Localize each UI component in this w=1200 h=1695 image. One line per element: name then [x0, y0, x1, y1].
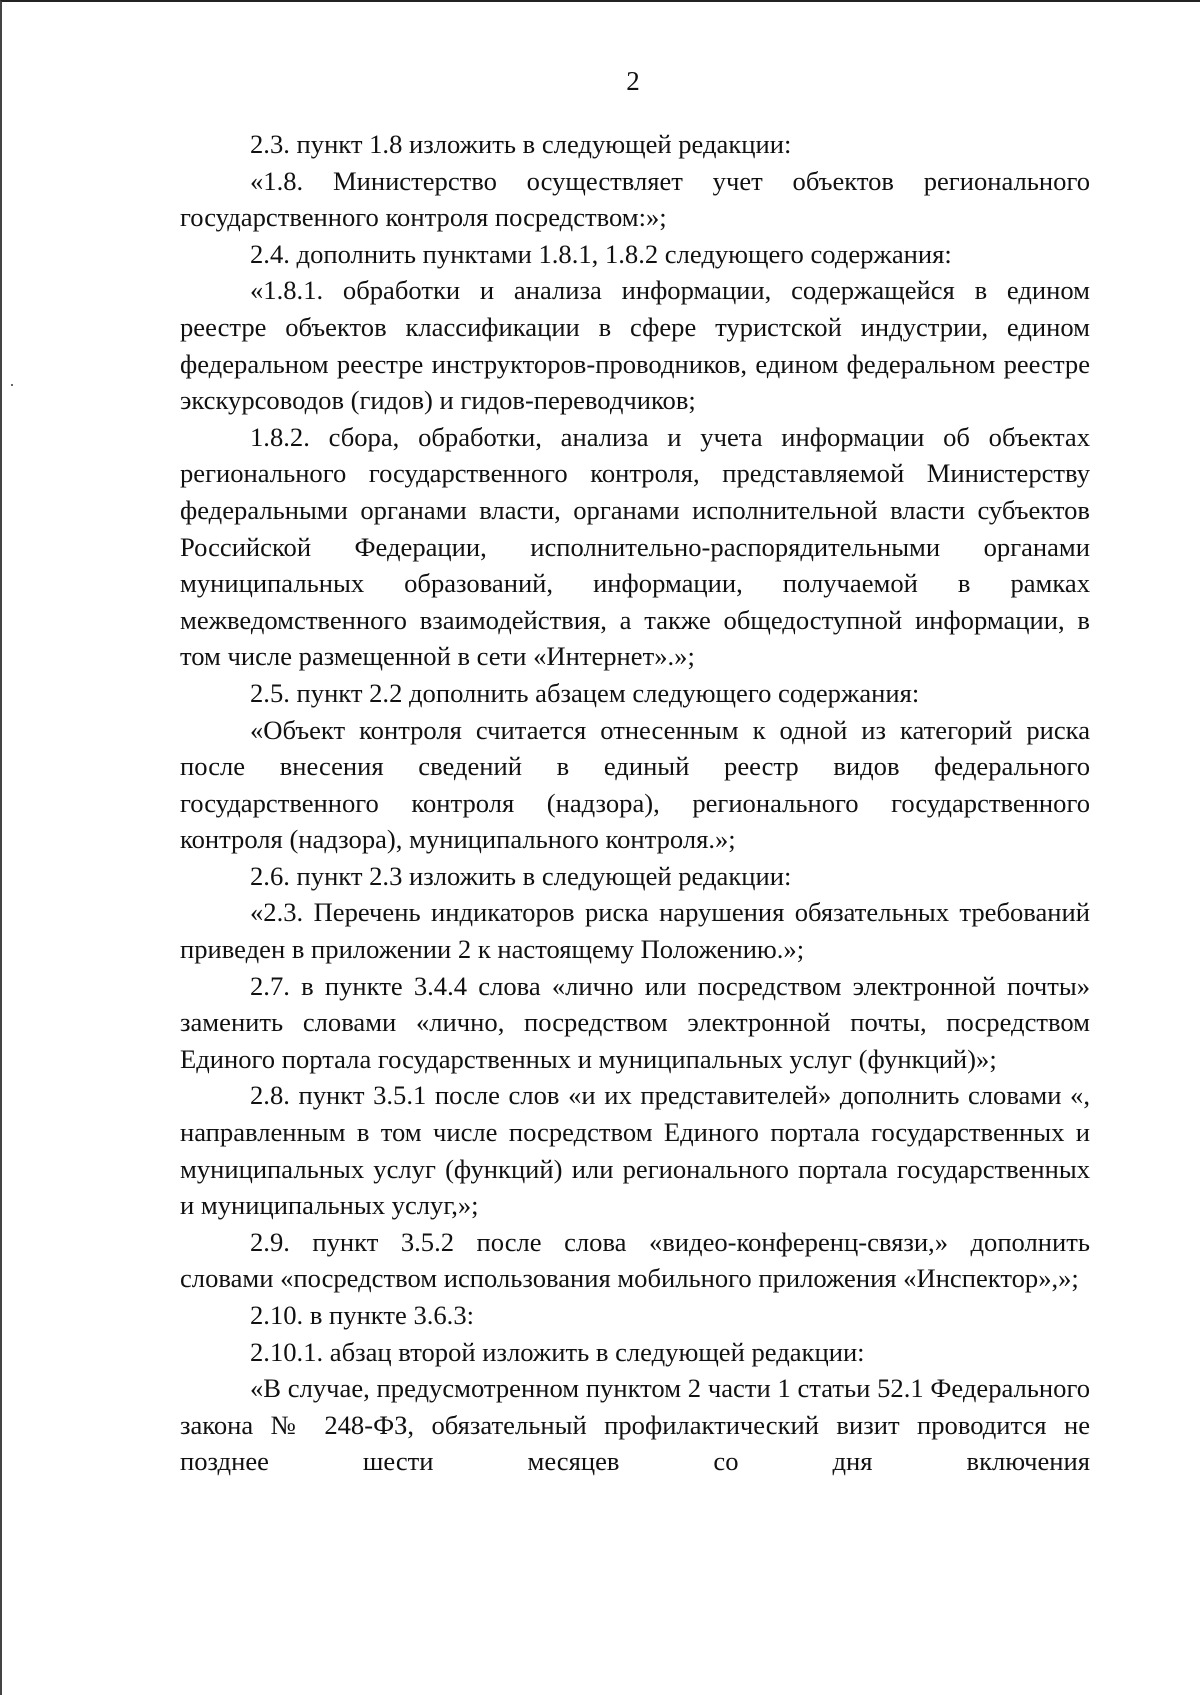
- paragraph-1-8-1: «1.8.1. обработки и анализа информации, содержащейся в едином реестре объектов классификации в сфере туристской индустрии, едином федеральном реестре инструкторов-проводников, едином федеральном реестре экскурсоводов (гидов) и гидов-переводчиков;: [180, 275, 1090, 416]
- scan-speck: [11, 384, 13, 386]
- paragraph-2-10-1: 2.10.1. абзац второй изложить в следующей редакции:: [250, 1336, 865, 1367]
- paragraph-2-7: 2.7. в пункте 3.4.4 слова «лично или посредством электронной почты» заменить словами «лично, посредством электронной почты, посредством Единого портала государственных и муниципальных услуг (функций)»;: [180, 970, 1090, 1074]
- paragraph-1-8-quote: «1.8. Министерство осуществляет учет объектов регионального государственного контроля посредством:»;: [180, 165, 1090, 233]
- paragraph-2-3: 2.3. пункт 1.8 изложить в следующей редакции:: [250, 129, 792, 159]
- paragraph-1-8-2: 1.8.2. сбора, обработки, анализа и учета информации об объектах регионального государственного контроля, представляемой Министерству федеральными органами власти, органами исполнительной власти субъектов Российской Федерации, исполнительно-распорядительными органами муниципальных образований, информации, получаемой в рамках межведомственного взаимодействия, а также общедоступной информации, в том числе размещенной в сети «Интернет».»;: [180, 421, 1090, 672]
- document-body: [180, 126, 1090, 1480]
- paragraph-2-3-quote: «2.3. Перечень индикаторов риска нарушения обязательных требований приведен в приложении 2 к настоящему Положению.»;: [180, 897, 1090, 965]
- paragraph-2-9: 2.9. пункт 3.5.2 после слова «видео-конференц-связи,» дополнить словами «посредством использования мобильного приложения «Инспектор»,»;: [180, 1226, 1090, 1294]
- paragraph-risk-category-quote: «Объект контроля считается отнесенным к одной из категорий риска после внесения сведений в единый реестр видов федерального государственного контроля (надзора), регионального государственного контроля (надзора), муниципального контроля.»;: [180, 714, 1090, 855]
- paragraph-visit-quote: «В случае, предусмотренном пунктом 2 части 1 статьи 52.1 Федерального закона № 248-ФЗ, обязательный профилактический визит проводится не позднее шести месяцев со дня включения: [180, 1373, 1090, 1477]
- paragraph-2-4: 2.4. дополнить пунктами 1.8.1, 1.8.2 следующего содержания:: [250, 238, 952, 269]
- paragraph-2-6: 2.6. пункт 2.3 изложить в следующей редакции:: [250, 860, 792, 891]
- page-number: 2: [626, 66, 640, 96]
- paragraph-2-5: 2.5. пункт 2.2 дополнить абзацем следующего содержания:: [250, 677, 920, 708]
- paragraph-2-8: 2.8. пункт 3.5.1 после слов «и их представителей» дополнить словами «, направленным в том числе посредством Единого портала государственных и муниципальных услуг (функций) или регионального портала государственных и муниципальных услуг,»;: [180, 1080, 1090, 1221]
- paragraph-2-10: 2.10. в пункте 3.6.3:: [250, 1300, 475, 1330]
